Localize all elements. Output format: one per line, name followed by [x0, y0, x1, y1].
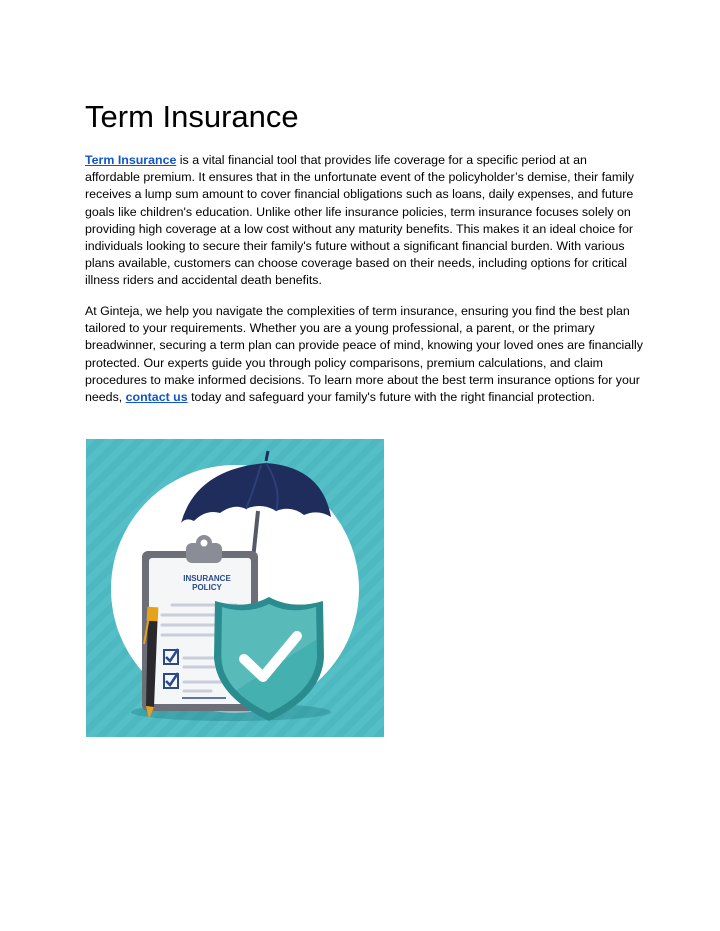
- document-title: Term Insurance: [85, 99, 299, 134]
- paragraph-ginteja: [85, 303, 645, 406]
- clipboard-label-line2: POLICY: [192, 583, 222, 592]
- paragraph-ginteja-text-before: At Ginteja, we help you navigate the complexities of term insurance, ensuring you find the best plan tailored to your requirements. Whether you are a young professional, a parent, or the primary breadwinner, securing a term plan can provide peace of mind, knowing your loved ones are financially protected. Our experts guide you through policy comparisons, premium calculations, and claim procedures to make informed decisions. To learn more about the best term insurance options for your needs,: [85, 304, 643, 405]
- paragraph-ginteja-text-after: today and safeguard your family's future with the right financial protection.: [187, 390, 595, 405]
- paragraph-intro: [85, 152, 645, 290]
- paragraph-intro-text: is a vital financial tool that provides life coverage for a specific period at an affordable premium. It ensures that in the unfortunate event of the policyholder’s demise, their family receives a lump sum amount to cover financial obligations such as loans, daily expenses, and future goals like children's education. Unlike other life insurance policies, term insurance focuses solely on providing high coverage at a low cost without any maturity benefits. This makes it an ideal choice for individuals looking to secure their family's future without a significant financial burden. With various plans available, customers can choose coverage based on their needs, including options for critical illness riders and accidental death benefits.: [85, 153, 634, 288]
- clipboard-label-line1: INSURANCE: [183, 574, 231, 583]
- insurance-policy-illustration: [86, 439, 384, 737]
- contact-us-link[interactable]: contact us: [125, 390, 188, 405]
- term-insurance-link[interactable]: Term Insurance: [85, 153, 177, 167]
